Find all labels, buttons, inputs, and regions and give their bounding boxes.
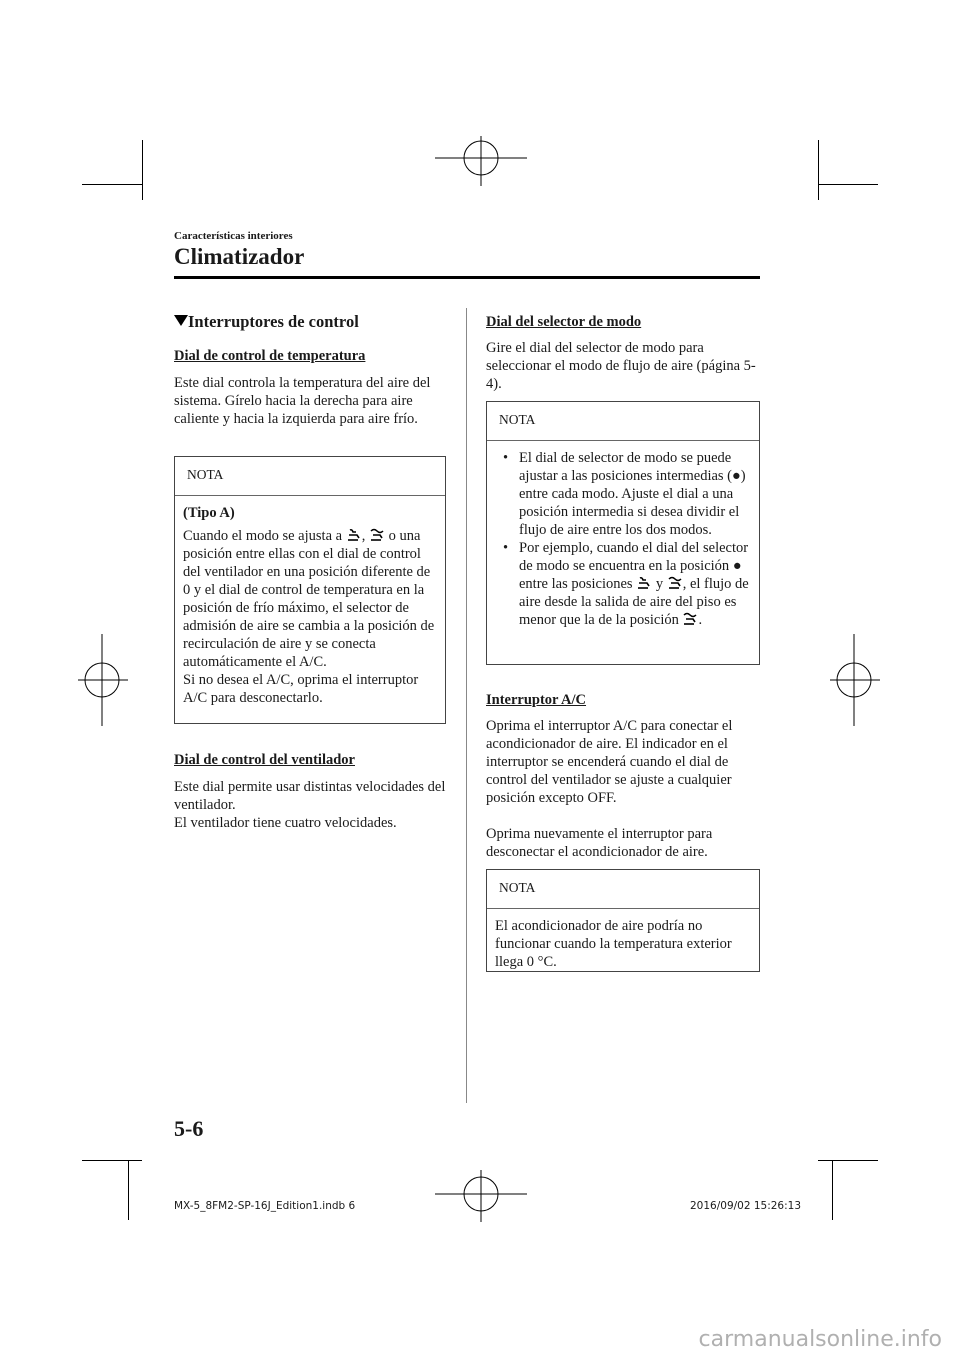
page-number: 5-6	[174, 1116, 204, 1141]
ac-text: Oprima el interruptor A/C para conectar el acondicionador de aire. El indicador en el interruptor se encenderá cuando el dial de control del ventilador se ajuste a cualquier posición excepto OFF.	[486, 718, 733, 806]
footer-timestamp: 2016/09/02 15:26:13	[690, 1200, 802, 1212]
note-box-temperature	[174, 456, 446, 724]
note-text: Cuando el modo se ajusta a , o una posición entre ellas con el dial de control del ventilador en una posición diferente de 0 y el dial de control de temperatura en la posición de frío máximo, el selector de admisión de aire se cambia a la posición de recirculación de aire y se conecta automáticamente el A/C. Si no desea el A/C, oprima el interruptor A/C para desconectarlo.	[183, 528, 435, 706]
registration-mark-right	[830, 634, 882, 726]
floor-defrost-mode-icon	[667, 576, 683, 590]
fan-text: Este dial permite usar distintas velocidades del ventilador. El ventilador tiene cuatro velocidades.	[174, 779, 446, 831]
left-column	[174, 312, 446, 428]
mode-section	[486, 314, 760, 393]
note-label: NOTA	[499, 880, 536, 895]
registration-mark-bottom	[435, 1170, 527, 1222]
note-label: NOTA	[499, 412, 536, 427]
floor-mode-icon	[636, 576, 652, 590]
triangle-down-icon	[174, 315, 188, 327]
intermediate-dot-icon: ●	[732, 558, 742, 574]
floor-defrost-mode-icon	[682, 612, 698, 626]
fan-heading: Dial de control del ventilador	[174, 752, 355, 768]
mode-heading: Dial del selector de modo	[486, 314, 642, 330]
page-title: Climatizador	[174, 244, 305, 269]
footer-file: MX-5_8FM2-SP-16J_Edition1.indb 6	[174, 1200, 356, 1212]
fan-section	[174, 752, 446, 832]
floor-mode-icon	[346, 528, 362, 542]
temp-text: Este dial controla la temperatura del aire del sistema. Gírelo hacia la derecha para aire caliente y hacia la izquierda para aire frío.	[174, 375, 431, 427]
note-label: NOTA	[187, 467, 224, 482]
ac-heading: Interruptor A/C	[486, 692, 587, 708]
watermark: carmanualsonline.info	[698, 1327, 942, 1352]
title-rule	[174, 276, 760, 279]
section-heading: Interruptores de control	[174, 312, 446, 332]
breadcrumb: Características interiores	[174, 230, 293, 242]
floor-defrost-mode-icon	[369, 528, 385, 542]
temp-heading: Dial de control de temperatura	[174, 348, 366, 364]
ac-text-2: Oprima nuevamente el interruptor para desconectar el acondicionador de aire.	[486, 826, 713, 860]
note-box-mode	[486, 401, 760, 665]
note-text: El acondicionador de aire podría no funcionar cuando la temperatura exterior llega 0 °C.	[495, 918, 732, 970]
note-box-ac	[486, 869, 760, 972]
mode-text: Gire el dial del selector de modo para seleccionar el modo de flujo de aire (página 5-4).	[486, 340, 756, 392]
note-type: (Tipo A)	[183, 505, 235, 521]
note-bullet-1: • El dial de selector de modo se puede ajustar a las posiciones intermedias (●) entre cada modo. Ajuste el dial a una posición intermedia si desea dividir el flujo de aire entre los dos modos.	[503, 450, 746, 538]
note-bullet-2: • Por ejemplo, cuando el dial del selector de modo se encuentra en la posición ● entre las posiciones y , el flujo de aire desde la salida de aire del piso es menor que la de la posición .	[503, 540, 749, 628]
column-divider	[466, 308, 467, 1103]
registration-mark-top	[435, 136, 527, 188]
intermediate-dot-icon: ●	[732, 468, 741, 484]
registration-mark-left	[78, 634, 130, 726]
ac-section	[486, 692, 760, 861]
